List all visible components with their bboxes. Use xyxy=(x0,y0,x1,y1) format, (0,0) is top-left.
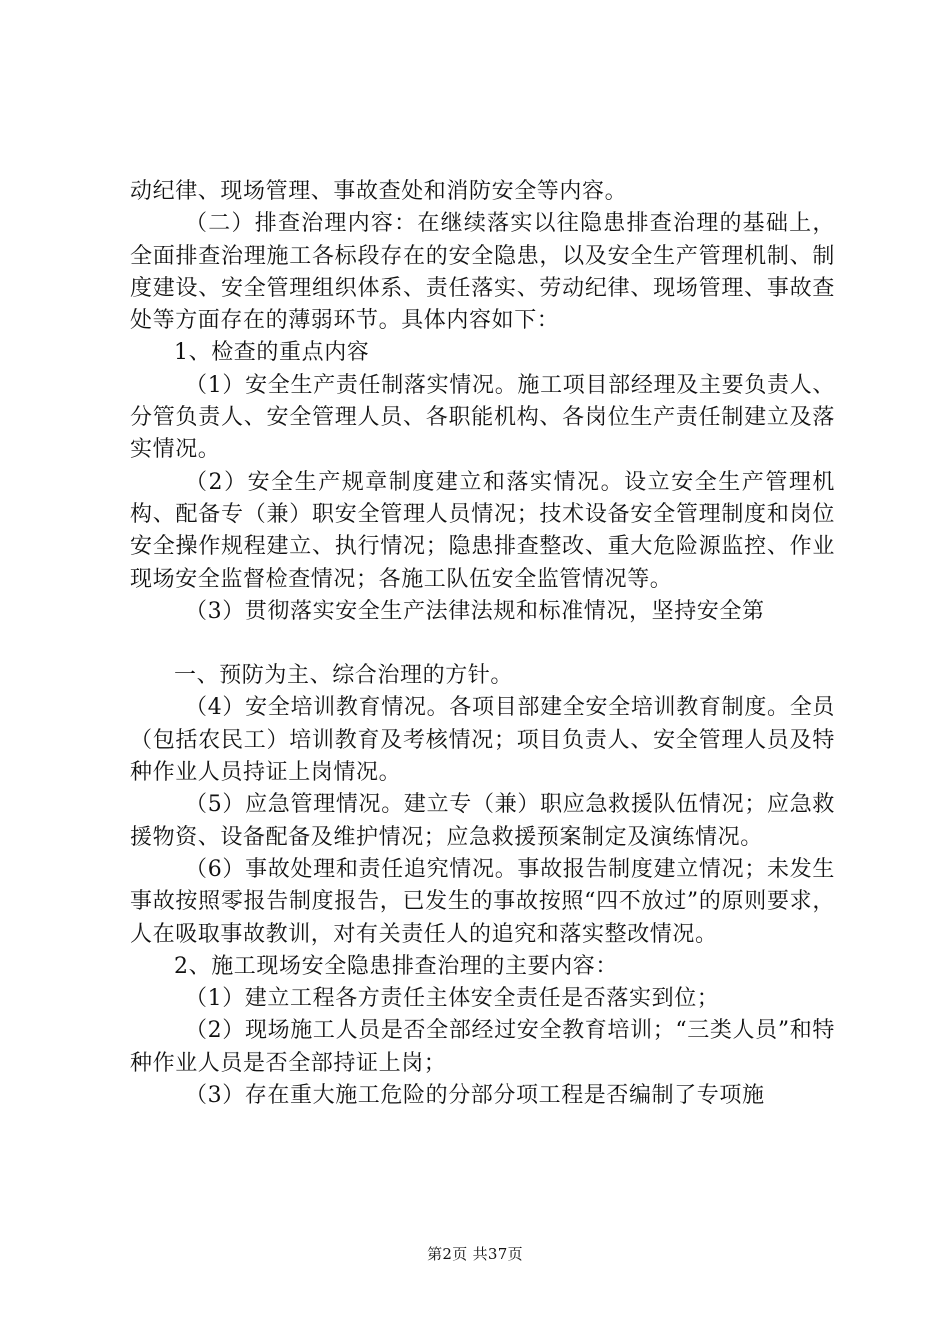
paragraph-continuation: 动纪律、现场管理、事故查处和消防安全等内容。 xyxy=(130,179,628,204)
paragraph-site-item-3: （3）存在重大施工危险的分部分项工程是否编制了专项施 xyxy=(185,1083,765,1109)
paragraph-item-2: （2）安全生产规章制度建立和落实情况。设立安全生产管理机构、配备专（兼）职安全管理人员情况；技术设备安全管理制度和岗位安全操作规程建立、执行情况；隐患排查整改、重大危险源监控、作业现场安全监督检查情况；各施工队伍安全监管情况等。 xyxy=(130,469,835,592)
paragraph-item-3-continued: 一、预防为主、综合治理的方针。 xyxy=(174,663,514,689)
paragraph-item-3: （3）贯彻落实安全生产法律法规和标准情况，坚持安全第 xyxy=(185,598,765,624)
paragraph-section-two: （二）排查治理内容：在继续落实以往隐患排查治理的基础上，全面排查治理施工各标段存在的安全隐患，以及安全生产管理机制、制度建设、安全管理组织体系、责任落实、劳动纪律、现场管理、事故查处等方面存在的薄弱环节。具体内容如下： xyxy=(130,211,835,334)
paragraph-item-4: （4）安全培训教育情况。各项目部建全安全培训教育制度。全员（包括农民工）培训教育及考核情况；项目负责人、安全管理人员及特种作业人员持证上岗情况。 xyxy=(130,695,835,786)
page-number-footer: 第2页 共37页 xyxy=(427,1245,523,1263)
paragraph-site-item-2: （2）现场施工人员是否全部经过安全教育培训；“三类人员”和特种作业人员是否全部持证上岗； xyxy=(130,1018,835,1076)
document-body xyxy=(130,176,835,1112)
paragraph-item-1: （1）安全生产责任制落实情况。施工项目部经理及主要负责人、分管负责人、安全管理人员、各职能机构、各岗位生产责任制建立及落实情况。 xyxy=(130,372,835,463)
paragraph-item-6: （6）事故处理和责任追究情况。事故报告制度建立情况；未发生事故按照零报告制度报告，已发生的事故按照“四不放过”的原则要求，人在吸取事故教训，对有关责任人的追究和落实整改情况。 xyxy=(130,856,835,947)
heading-site-hazards: 2、施工现场安全隐患排查治理的主要内容： xyxy=(174,953,618,979)
paragraph-site-item-1: （1）建立工程各方责任主体安全责任是否落实到位； xyxy=(185,986,720,1012)
page-break-gap xyxy=(130,628,835,660)
paragraph-item-5: （5）应急管理情况。建立专（兼）职应急救援队伍情况；应急救援物资、设备配备及维护情况；应急救援预案制定及演练情况。 xyxy=(130,792,835,850)
heading-key-checks: 1、检查的重点内容 xyxy=(174,340,370,366)
